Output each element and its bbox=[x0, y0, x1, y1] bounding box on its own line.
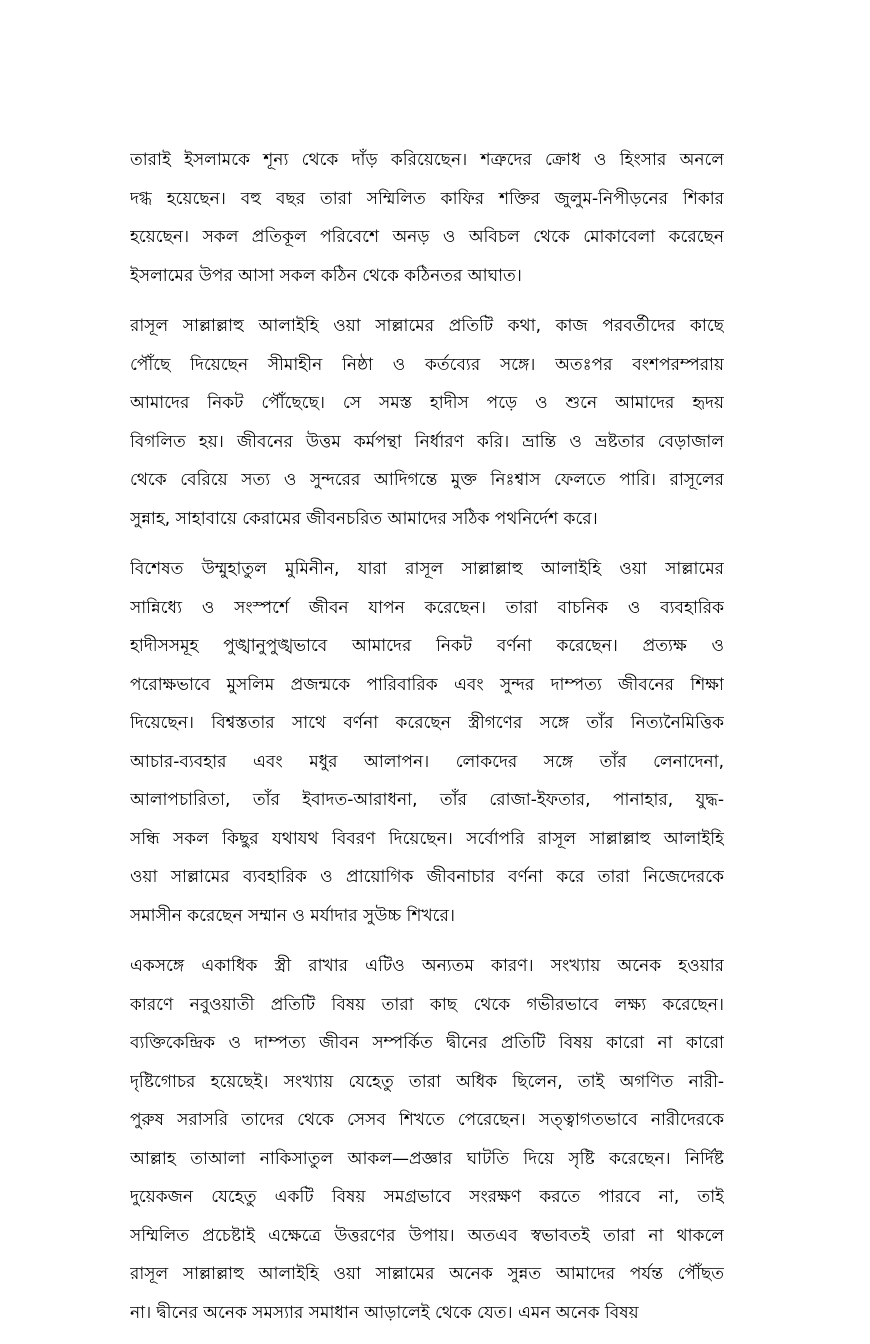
text-line: পৌঁছে দিয়েছেন সীমাহীন নিষ্ঠা ও কর্তব্যের সঙ্গে। অতঃপর বংশপরম্পরায় bbox=[130, 354, 724, 375]
text-line: হাদীসসমূহ পুঙ্খানুপুঙ্খভাবে আমাদের নিকট বর্ণনা করেছেন। প্রত্যক্ষ ও bbox=[130, 636, 724, 656]
document-page bbox=[130, 141, 724, 1344]
text-line: একসঙ্গে একাধিক স্ত্রী রাখার এটিও অন্যতম কারণ। সংখ্যায় অনেক হওয়ার bbox=[130, 956, 724, 976]
text-line: ইসলামের উপর আসা সকল কঠিন থেকে কঠিনতর আঘাত। bbox=[130, 265, 522, 286]
text-line: রাসূল সাল্লাল্লাহু আলাইহি ওয়া সাল্লামের প্রতিটি কথা, কাজ পরবর্তীদের কাছে bbox=[130, 316, 724, 336]
text-line: হয়েছেন। সকল প্রতিকূল পরিবেশে অনড় ও অবিচল থেকে মোকাবেলা করেছেন bbox=[130, 227, 724, 247]
text-line: পুরুষ সরাসরি তাদের থেকে সেসব শিখতে পেরেছেন। সত্ত্বাগতভাবে নারীদেরকে bbox=[130, 1110, 724, 1130]
text-line: সমাসীন করেছেন সম্মান ও মর্যাদার সুউচ্চ শিখরে। bbox=[130, 905, 455, 926]
text-line: বিগলিত হয়। জীবনের উত্তম কর্মপন্থা নির্ধারণ করি। ভ্রান্তি ও ভ্রষ্টতার বেড়াজাল bbox=[130, 431, 724, 452]
paragraph-2 bbox=[130, 307, 724, 538]
text-line: রাসূল সাল্লাল্লাহু আলাইহি ওয়া সাল্লামের অনেক সুন্নত আমাদের পর্যন্ত পৌঁছত bbox=[130, 1264, 724, 1284]
text-line: আচার-ব্যবহার এবং মধুর আলাপন। লোকদের সঙ্গে তাঁর লেনাদেনা, bbox=[130, 751, 724, 772]
paragraph-3 bbox=[130, 550, 724, 935]
text-line: ব্যক্তিকেন্দ্রিক ও দাম্পত্য জীবন সম্পর্কিত দ্বীনের প্রতিটি বিষয় কারো না কারো bbox=[130, 1033, 724, 1053]
text-line: পরোক্ষভাবে মুসলিম প্রজন্মকে পারিবারিক এবং সুন্দর দাম্পত্য জীবনের শিক্ষা bbox=[130, 674, 724, 695]
text-line: ওয়া সাল্লামের ব্যবহারিক ও প্রায়োগিক জীবনাচার বর্ণনা করে তারা নিজেদেরকে bbox=[130, 867, 724, 887]
text-line: সম্মিলিত প্রচেষ্টাই এক্ষেত্রে উত্তরণের উপায়। অতএব স্বভাবতই তারা না থাকলে bbox=[130, 1225, 724, 1246]
text-line: তারাই ইসলামকে শূন্য থেকে দাঁড় করিয়েছেন। শত্রুদের ক্রোধ ও হিংসার অনলে bbox=[130, 150, 724, 170]
text-line: সান্নিধ্যে ও সংস্পর্শে জীবন যাপন করেছেন। তারা বাচনিক ও ব্যবহারিক bbox=[130, 597, 724, 618]
text-line: বিশেষত উম্মুহাতুল মুমিনীন, যারা রাসূল সাল্লাল্লাহু আলাইহি ওয়া সাল্লামের bbox=[130, 559, 724, 579]
text-line: কারণে নবুওয়াতী প্রতিটি বিষয় তারা কাছ থেকে গভীরভাবে লক্ষ্য করেছেন। bbox=[130, 994, 724, 1015]
text-line: সন্ধি সকল কিছুর যথাযথ বিবরণ দিয়েছেন। সর্বোপরি রাসূল সাল্লাল্লাহু আলাইহি bbox=[130, 828, 724, 849]
text-line: দিয়েছেন। বিশ্বস্ততার সাথে বর্ণনা করেছেন স্ত্রীগণের সঙ্গে তাঁর নিত্যনৈমিত্তিক bbox=[130, 713, 724, 733]
text-line: দগ্ধ হয়েছেন। বহু বছর তারা সম্মিলিত কাফির শক্তির জুলুম-নিপীড়নের শিকার bbox=[130, 188, 724, 209]
text-line: দৃষ্টিগোচর হয়েছেই। সংখ্যায় যেহেতু তারা অধিক ছিলেন, তাই অগণিত নারী- bbox=[130, 1071, 724, 1092]
paragraph-4 bbox=[130, 947, 724, 1332]
text-line: আল্লাহ তাআলা নাকিসাতুল আকল—প্রজ্ঞার ঘাটতি দিয়ে সৃষ্টি করেছেন। নির্দিষ্ট bbox=[130, 1148, 724, 1169]
paragraph-1 bbox=[130, 141, 724, 295]
text-line: আমাদের নিকট পৌঁছেছে। সে সমস্ত হাদীস পড়ে ও শুনে আমাদের হৃদয় bbox=[130, 393, 724, 413]
text-line: আলাপচারিতা, তাঁর ইবাদত-আরাধনা, তাঁর রোজা-ইফতার, পানাহার, যুদ্ধ- bbox=[130, 790, 724, 810]
text-line: দুয়েকজন যেহেতু একটি বিষয় সমগ্রভাবে সংরক্ষণ করতে পারবে না, তাই bbox=[130, 1187, 724, 1207]
text-line: না। দ্বীনের অনেক সমস্যার সমাধান আড়ালেই থেকে যেত। এমন অনেক বিষয় bbox=[130, 1302, 639, 1323]
text-line: সুন্নাহ, সাহাবায়ে কেরামের জীবনচরিত আমাদের সঠিক পথনির্দেশ করে। bbox=[130, 508, 598, 529]
text-line: থেকে বেরিয়ে সত্য ও সুন্দরের আদিগন্তে মুক্ত নিঃশ্বাস ফেলতে পারি। রাসূলের bbox=[130, 470, 724, 490]
